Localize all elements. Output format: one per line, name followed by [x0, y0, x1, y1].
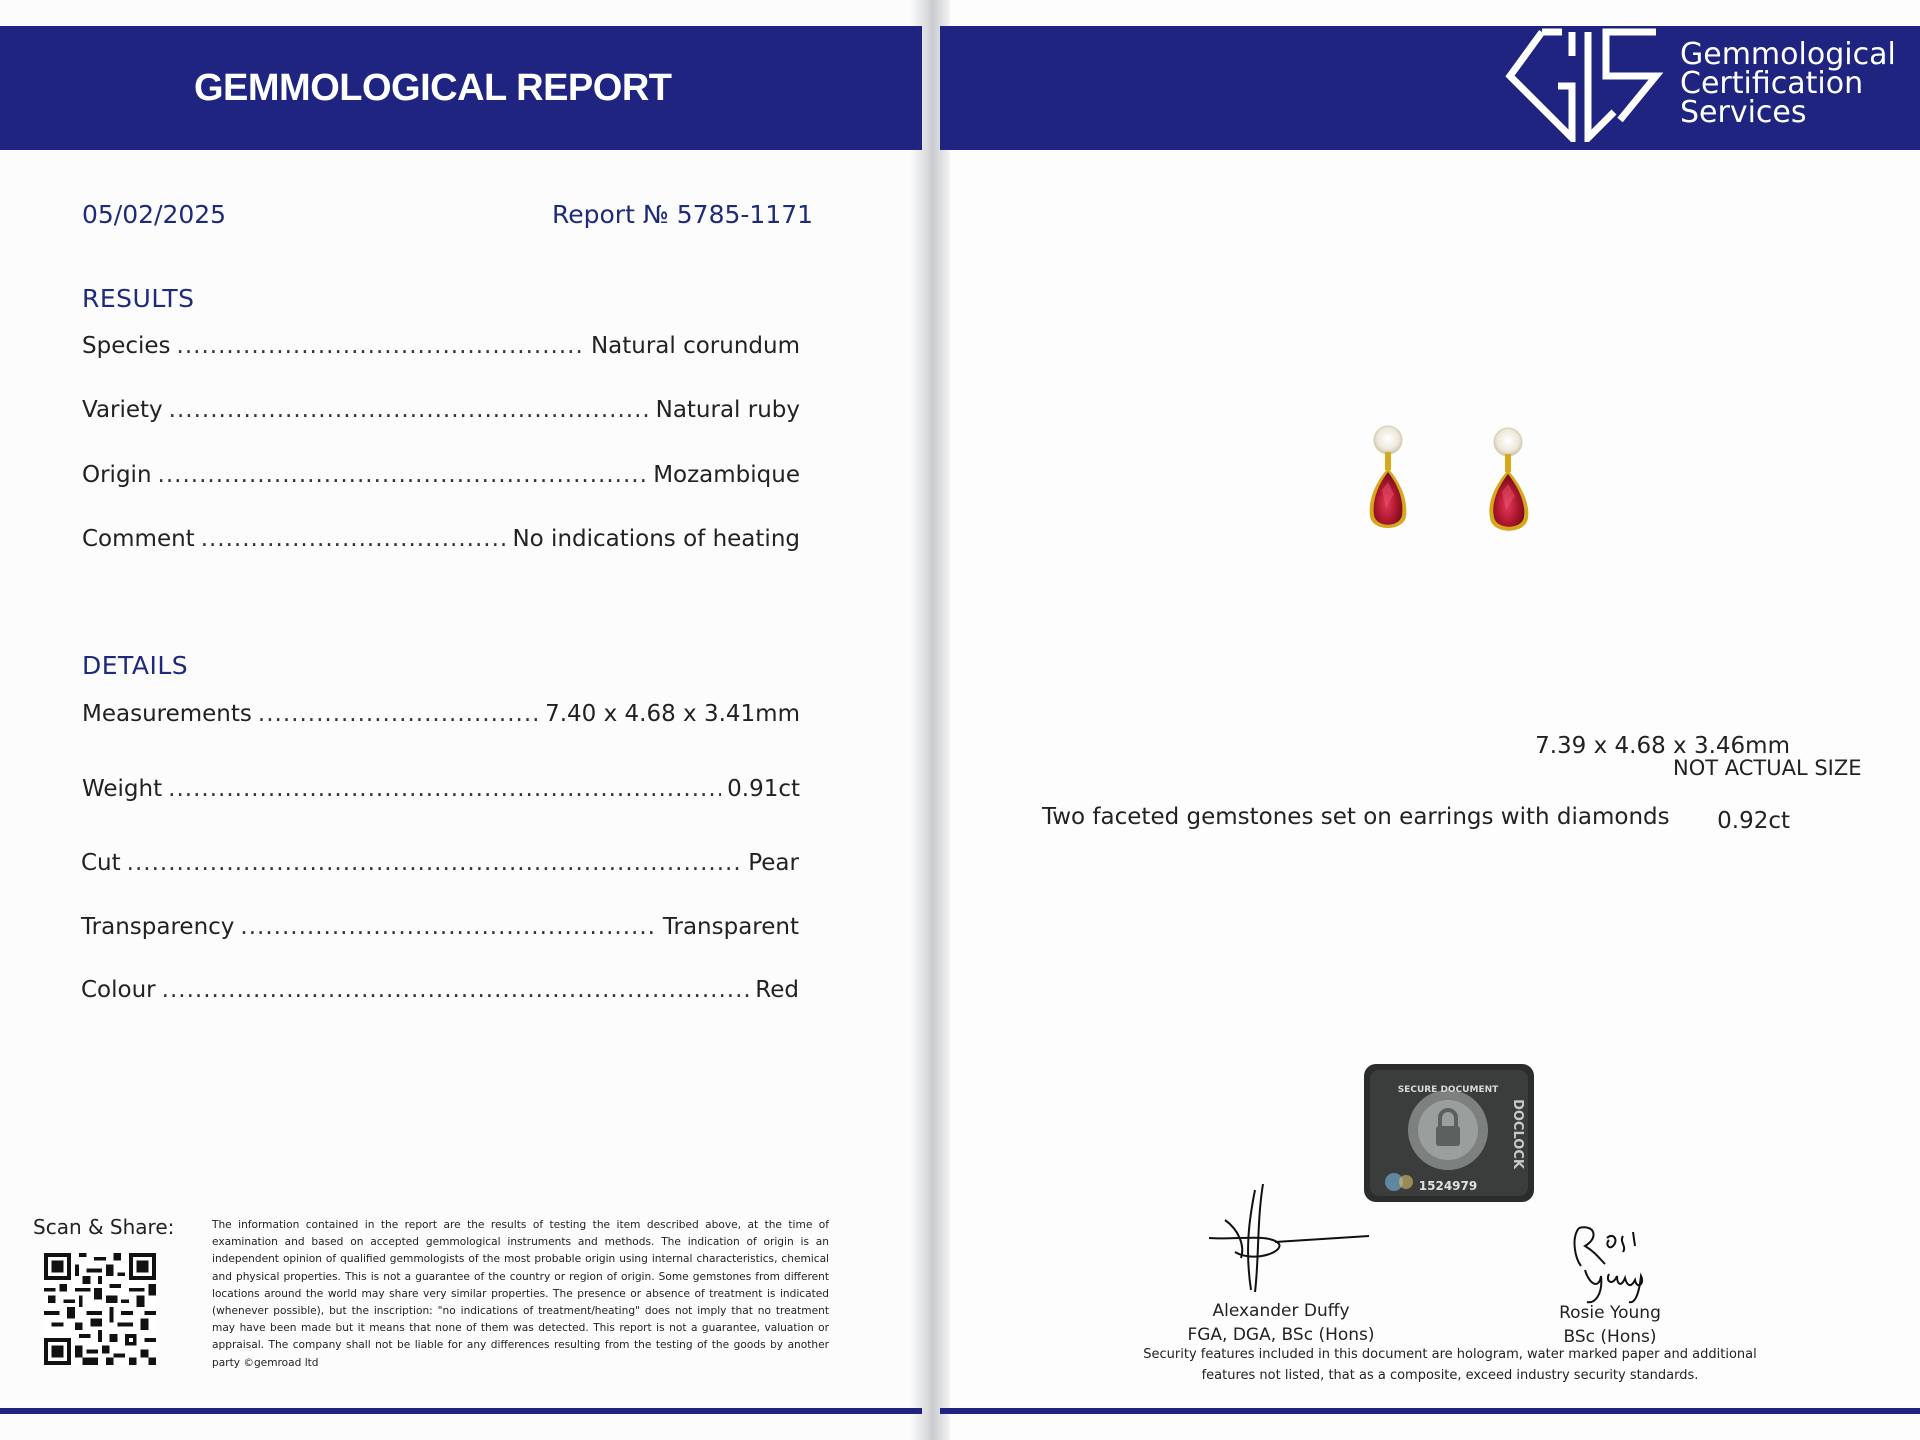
detail-row-colour [81, 977, 799, 1003]
signatory-name: Rosie Young [1559, 1303, 1661, 1323]
leader-dots [162, 977, 750, 1003]
detail-value: Pear [748, 850, 799, 876]
result-row-origin [82, 462, 800, 488]
result-row-species [82, 333, 800, 359]
report-number: Report № 5785-1171 [552, 200, 814, 229]
detail-row-weight [82, 776, 800, 802]
detail-row-measurements [82, 701, 800, 727]
detail-label: Measurements [82, 701, 252, 727]
detail-value: 0.91ct [727, 776, 800, 802]
not-actual-size-label: NOT ACTUAL SIZE [1673, 756, 1862, 780]
report-title: GEMMOLOGICAL REPORT [194, 67, 672, 109]
signatory-credentials: BSc (Hons) [1563, 1327, 1657, 1347]
report-date: 05/02/2025 [82, 200, 227, 229]
results-heading: RESULTS [82, 284, 195, 313]
detail-row-transparency [81, 914, 799, 940]
result-label: Variety [82, 397, 163, 423]
leader-dots [240, 914, 656, 940]
svg-text:DOCLOCK: DOCLOCK [1510, 1099, 1525, 1169]
result-value: Natural ruby [655, 397, 800, 423]
signature-rosie-young [1565, 1218, 1665, 1306]
leader-dots [258, 701, 539, 727]
leader-dots [169, 397, 650, 423]
detail-value: 7.40 x 4.68 x 3.41mm [545, 701, 800, 727]
result-label: Species [82, 333, 171, 359]
leader-dots [177, 333, 585, 359]
result-label: Origin [82, 462, 152, 488]
disclaimer-text: The information contained in the report are the results of testing the item described above, at the time of examination and based on accepted gemmological instruments and methods. The indication of origin is an independent opinion of qualified gemmologists of the most probable origin using internal characteristics, chemical and physical properties. This is not a guarantee of the country or region of origin. Some gemstones from different locations around the world may share very similar properties. The presence or absence of treatment is indicated (whenever possible), but the inscription: "no indications of treatment/heating" does not imply that no treatment may have been made but it means that none of them was detected. This report is not a guarantee, valuation or appraisal. The company shall not be liable for any differences resulting from the testing of the goods by another party ©gemroad ltd [212, 1219, 829, 1369]
gcs-logo-icon [1502, 26, 1664, 142]
left-earring [1370, 426, 1407, 528]
item-description: Two faceted gemstones set on earrings with diamonds [1042, 804, 1670, 830]
result-value: Natural corundum [590, 333, 800, 359]
ruby-earrings-image [1340, 410, 1540, 580]
leader-dots [158, 462, 648, 488]
detail-row-cut [81, 850, 799, 876]
result-value: Mozambique [653, 462, 800, 488]
leader-dots [168, 776, 721, 802]
signature-alexander-duffy [1205, 1180, 1375, 1295]
hologram-number: 1524979 [1418, 1179, 1478, 1193]
gcs-logo-text [1680, 37, 1896, 130]
signatory-credentials: FGA, DGA, BSc (Hons) [1187, 1325, 1375, 1345]
detail-label: Transparency [81, 914, 235, 940]
result-row-comment [82, 526, 800, 552]
detail-label: Colour [81, 977, 156, 1003]
detail-label: Weight [82, 776, 163, 802]
footer-band-right [940, 1408, 1920, 1414]
detail-value: Red [755, 977, 799, 1003]
security-features-note: Security features included in this document are hologram, water marked paper and additional features not listed, that as a composite, exceed industry security standards. [1143, 1347, 1757, 1383]
details-heading: DETAILS [82, 651, 189, 680]
scan-share-label: Scan & Share: [33, 1215, 175, 1239]
logo-line-3: Services [1680, 95, 1807, 130]
right-earring [1489, 428, 1528, 531]
detail-value-secondary: 7.39 x 4.68 x 3.46mm [1535, 733, 1790, 759]
footer-band-left [0, 1408, 922, 1414]
detail-label: Cut [81, 850, 121, 876]
logo-line-1: Gemmological [1680, 37, 1896, 72]
detail-value-secondary: 0.92ct [1717, 808, 1790, 834]
result-row-variety [82, 397, 800, 423]
signatory-name: Alexander Duffy [1212, 1301, 1350, 1321]
svg-text:SECURE DOCUMENT: SECURE DOCUMENT [1397, 1085, 1499, 1095]
detail-value: Transparent [662, 914, 799, 940]
page-fold [910, 0, 950, 1440]
qr-code-icon[interactable] [44, 1253, 156, 1365]
right-page [930, 0, 1920, 1440]
result-value: No indications of heating [512, 526, 800, 552]
result-label: Comment [82, 526, 195, 552]
logo-line-2: Certification [1680, 66, 1864, 101]
leader-dots [127, 850, 743, 876]
leader-dots [201, 526, 507, 552]
secure-document-hologram-icon [1364, 1064, 1534, 1202]
